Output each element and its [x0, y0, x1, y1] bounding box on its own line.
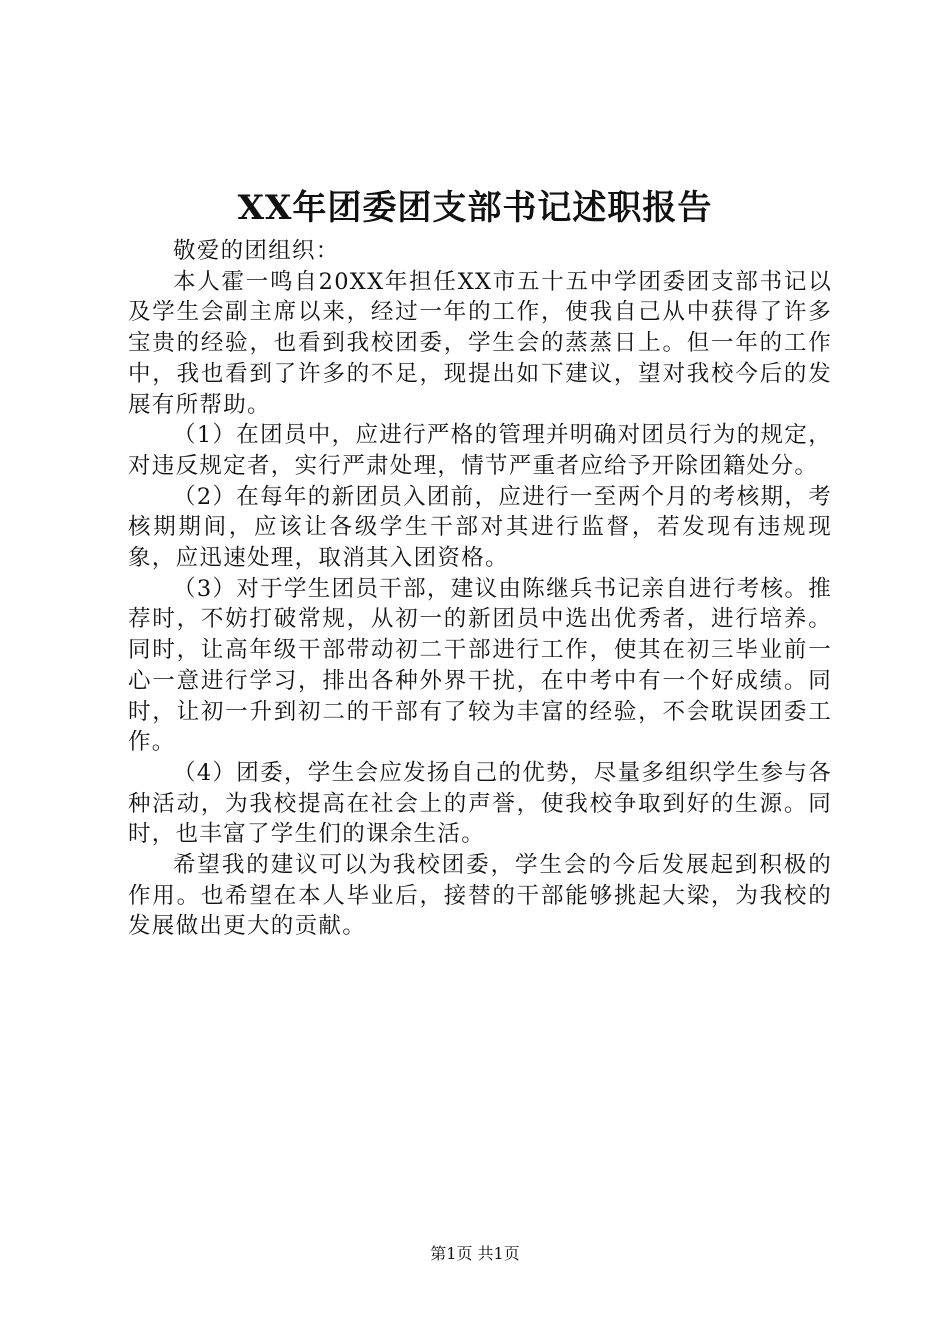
document-body	[128, 236, 832, 942]
suggestion-1-paragraph: （1）在团员中，应进行严格的管理并明确对团员行为的规定，对违反规定者，实行严肃处理，情节严重者应给予开除团籍处分。	[128, 422, 832, 479]
intro-paragraph: 本人霍一鸣自20XX年担任XX市五十五中学团委团支部书记以及学生会副主席以来，经过一年的工作，使我自己从中获得了许多宝贵的经验，也看到我校团委，学生会的蒸蒸日上。但一年的工作中，我也看到了许多的不足，现提出如下建议，望对我校今后的发展有所帮助。	[128, 268, 832, 418]
salutation: 敬爱的团组织：	[173, 238, 340, 264]
suggestion-4-paragraph: （4）团委，学生会应发扬自己的优势，尽量多组织学生参与各种活动，为我校提高在社会上的声誉，使我校争取到好的生源。同时，也丰富了学生们的课余生活。	[128, 759, 832, 848]
document-title: XX年团委团支部书记述职报告	[237, 188, 713, 228]
suggestion-2-paragraph: （2）在每年的新团员入团前，应进行一至两个月的考核期，考核期期间，应该让各级学生干部对其进行监督，若发现有违规现象，应迅速处理，取消其入团资格。	[128, 483, 832, 572]
closing-paragraph: 希望我的建议可以为我校团委，学生会的今后发展起到积极的作用。也希望在本人毕业后，接替的干部能够挑起大梁，为我校的发展做出更大的贡献。	[128, 852, 832, 940]
suggestion-3-paragraph: （3）对于学生团员干部，建议由陈继兵书记亲自进行考核。推荐时，不妨打破常规，从初一的新团员中选出优秀者，进行培养。同时，让高年级干部带动初二干部进行工作，使其在初三毕业前一心一意进行学习，排出各种外界干扰，在中考中有一个好成绩。同时，让初一升到初二的干部有了较为丰富的经验，不会耽误团委工作。	[128, 575, 832, 756]
page-number-footer: 第1页 共1页	[430, 1244, 520, 1263]
